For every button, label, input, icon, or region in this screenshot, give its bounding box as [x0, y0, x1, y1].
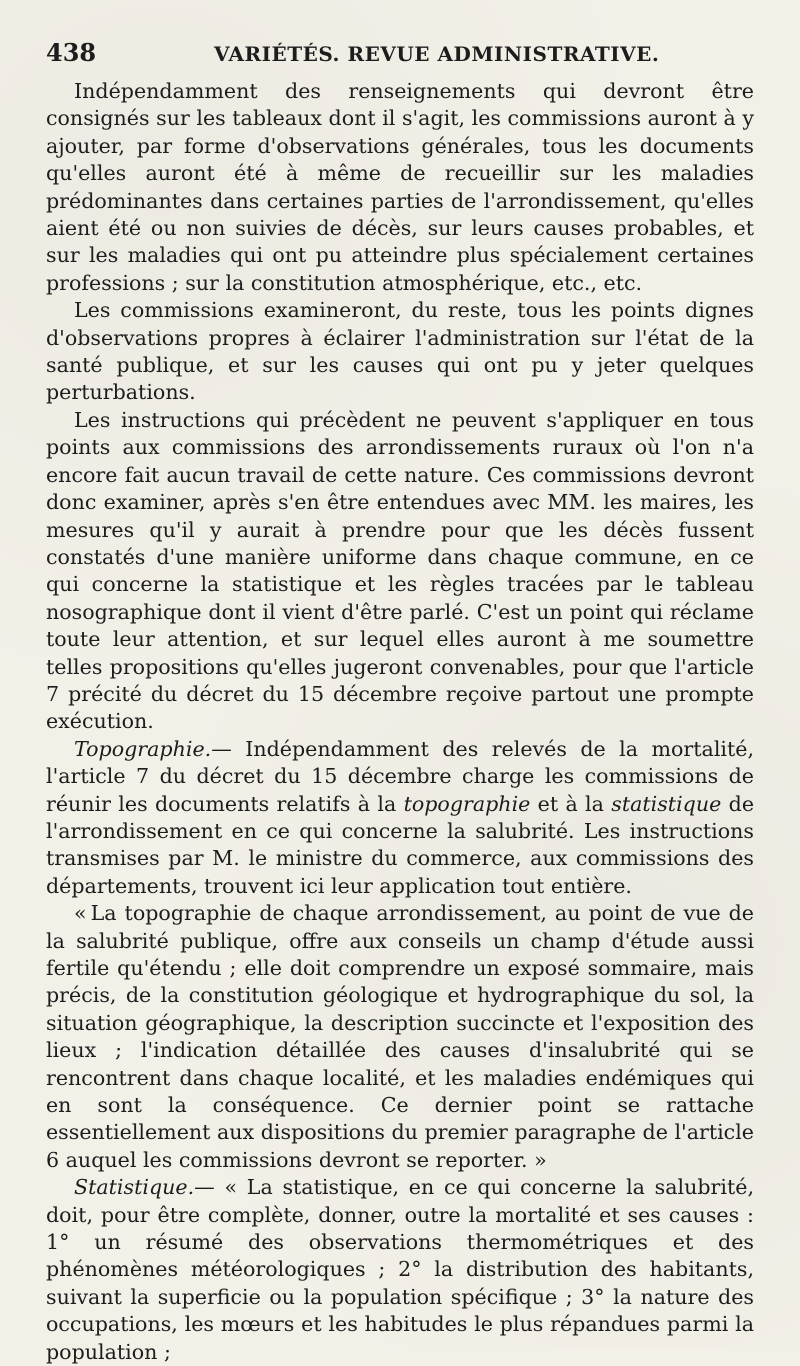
running-head: VARIÉTÉS. REVUE ADMINISTRATIVE.: [214, 42, 660, 66]
paragraph-2: Les commissions examineront, du reste, tous les points dignes d'observations propres à éclairer l'administration sur l'état de la santé publique, et sur les causes qui ont pu y jeter quelques perturbations.: [46, 298, 754, 405]
paragraph-4-text-2: et à la: [530, 791, 612, 816]
paragraph-1: Indépendamment des renseignements qui devront être consignés sur les tableaux dont il s'agit, les commissions auront à y ajouter, par forme d'observations générales, tous les documents qu'elles auront été à même de recueillir sur les maladies prédominantes dans certaines parties de l'arrondissement, qu'elles aient été ou non suivies de décès, sur leurs causes probables, et sur les maladies qui ont pu atteindre plus spécialement certaines professions ; sur la constitution atmosphérique, etc., etc.: [46, 79, 754, 295]
page-header: [46, 38, 756, 78]
paragraph-5: [46, 900, 754, 1174]
paragraph-4-text-1: — Indépendamment des relevés de la mortalité, l'article 7 du décret du 15 décembre charge les commissions de réunir les documents relatifs à la: [46, 736, 754, 816]
italic-topographie: topographie: [403, 791, 531, 816]
paragraph-6-text: — « La statistique, en ce qui concerne la salubrité, doit, pour être complète, donner, outre la mortalité et ses causes : 1° un résumé des observations thermométriques et des phénomènes météorologiques ; 2° la distribution des habitants, suivant la superficie ou la population spécifique ; 3° la nature des occupations, les mœurs et les habitudes le plus répandues parmi la population ;: [46, 1175, 754, 1364]
paragraph-5-text: La topographie de chaque arrondissement, au point de vue de la salubrité publique, offre aux conseils un champ d'étude aussi fertile qu'étendu ; elle doit comprendre un exposé sommaire, mais précis, de la constitution géologique et hydrographique du sol, la situation géographique, la description succincte et l'exposition des lieux ; l'indication détaillée des causes d'insalubrité qui se rencontrent dans chaque localité, et les maladies endémiques qui en sont la conséquence. Ce dernier point se rattache essentiellement aux dispositions du premier paragraphe de l'article 6 auquel les commissions devront se reporter. »: [46, 901, 754, 1172]
paragraph-4-text-3: de l'arrondissement en ce qui concerne la salubrité. Les instructions transmises par M. le ministre du commerce, aux commissions des départements, trouvent ici leur application tout entière.: [46, 791, 755, 898]
section-label-topographie: Topographie.: [74, 736, 212, 761]
section-label-statistique: Statistique.: [74, 1175, 195, 1200]
paragraph-6: [46, 1174, 754, 1366]
paragraph-4: [46, 736, 754, 900]
opening-quote-mark: «: [74, 901, 87, 926]
italic-statistique: statistique: [611, 791, 722, 816]
paragraph-3: Les instructions qui précèdent ne peuvent s'appliquer en tous points aux commissions des arrondissements ruraux où l'on n'a encore fait aucun travail de cette nature. Ces commissions devront donc examiner, après s'en être entendues avec MM. les maires, les mesures qu'il y aurait à prendre pour que les décès fussent constatés d'une manière uniforme dans chaque commune, en ce qui concerne la statistique et les règles tracées par le tableau nosographique dont il vient d'être parlé. C'est un point qui réclame toute leur attention, et sur lequel elles auront à me soumettre telles propositions qu'elles jugeront convenables, pour que l'article 7 précité du décret du 15 décembre reçoive partout une prompte exécution.: [46, 407, 754, 734]
page-number: 438: [46, 38, 97, 67]
page-content: [46, 78, 754, 1366]
